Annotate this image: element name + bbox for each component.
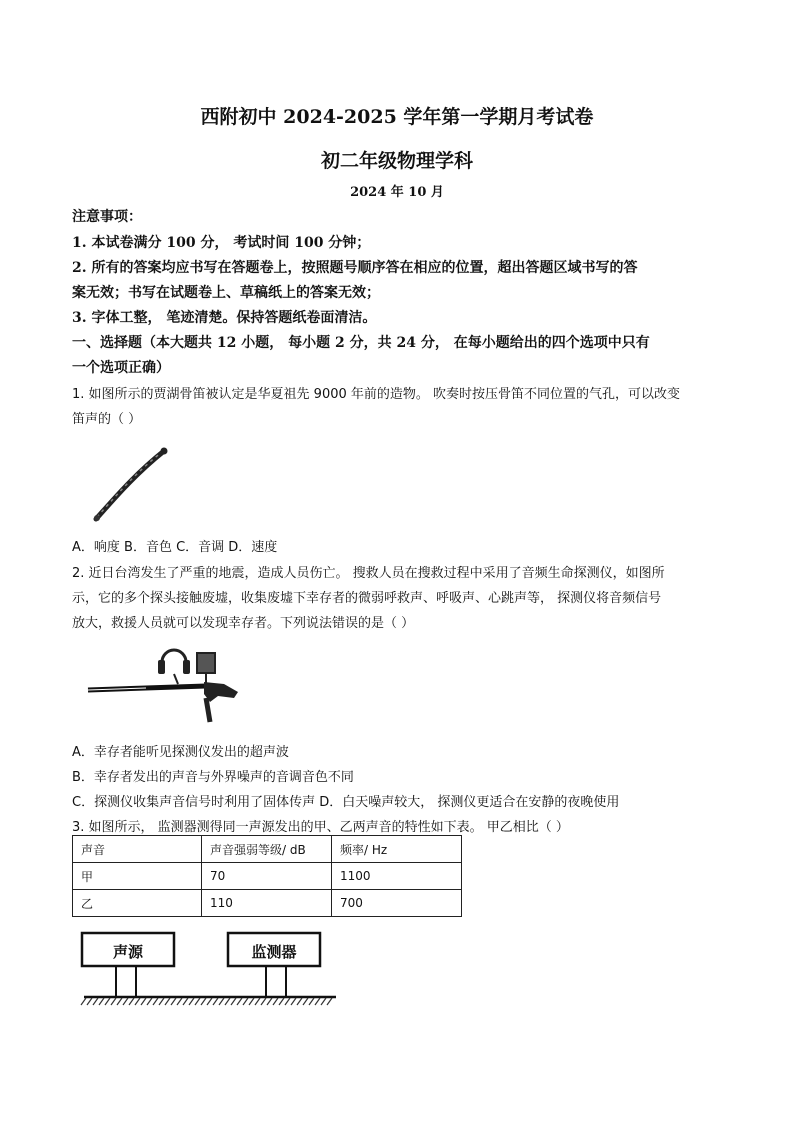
q1-options: A．响度 B．音色 C．音调 D．速度: [72, 540, 278, 555]
q2-stem-line3: 放大，救援人员就可以发现幸存者。下列说法错误的是（ ）: [72, 616, 415, 631]
q1-stem-line1: 1. 如图所示的贾湖骨笛被认定是华夏祖先 9000 年前的造物。 吹奏时按压骨笛不同位置的气孔，可以改变: [72, 387, 681, 402]
table-cell: 乙: [73, 890, 202, 917]
bone-flute-image: [90, 445, 174, 527]
note-item-3: 3. 字体工整， 笔迹清楚。保持答题纸卷面清洁。: [72, 310, 377, 326]
sound-properties-table: [72, 835, 462, 917]
q1-stem-line2: 笛声的（ ）: [72, 412, 142, 427]
section-heading-line1: 一、选择题（本大题共 12 小题， 每小题 2 分，共 24 分， 在每小题给出的四个选项中只有: [72, 335, 650, 351]
source-monitor-diagram: [80, 930, 340, 1008]
table-row: [73, 863, 462, 890]
notes-heading: 注意事项：: [72, 209, 142, 225]
q3-stem: 3. 如图所示， 监测器测得同一声源发出的甲、乙两声音的特性如下表。 甲乙相比（ ）: [72, 820, 569, 835]
table-header-cell: 声音强弱等级/ dB: [202, 836, 332, 863]
q2-option-a: A．幸存者能听见探测仪发出的超声波: [72, 745, 289, 760]
table-header-row: [73, 836, 462, 863]
table-cell: 70: [202, 863, 332, 890]
table-cell: 110: [202, 890, 332, 917]
q2-option-cd: C．探测仪收集声音信号时利用了固体传声 D．白天噪声较大， 探测仪更适合在安静的夜晚使用: [72, 795, 620, 810]
source-label: 声源: [112, 943, 144, 961]
note-item-2-line1: 2. 所有的答案均应书写在答题卷上，按照题号顺序答在相应的位置，超出答题区域书写的答: [72, 260, 638, 276]
table-header-cell: 声音: [73, 836, 202, 863]
exam-subtitle: 初二年级物理学科: [320, 150, 473, 172]
table-cell: 700: [332, 890, 462, 917]
note-item-1: 1. 本试卷满分 100 分， 考试时间 100 分钟；: [72, 235, 371, 251]
table-row: [73, 890, 462, 917]
monitor-label: 监测器: [251, 943, 297, 961]
q2-stem-line1: 2. 近日台湾发生了严重的地震，造成人员伤亡。 搜救人员在搜救过程中采用了音频生命探测仪，如图所: [72, 566, 665, 581]
exam-date: 2024 年 10 月: [350, 185, 444, 200]
section-heading-line2: 一个选项正确）: [72, 360, 170, 376]
table-cell: 甲: [73, 863, 202, 890]
note-item-2-line2: 案无效；书写在试题卷上、草稿纸上的答案无效；: [72, 285, 380, 301]
q2-stem-line2: 示，它的多个探头接触废墟，收集废墟下幸存者的微弱呼救声、呼吸声、心跳声等， 探测仪将音频信号: [72, 591, 662, 606]
table-header-cell: 频率/ Hz: [332, 836, 462, 863]
table-cell: 1100: [332, 863, 462, 890]
q2-option-b: B．幸存者发出的声音与外界噪声的音调音色不同: [72, 770, 354, 785]
life-detector-image: [86, 646, 246, 726]
exam-title: 西附初中 2024-2025 学年第一学期月考试卷: [200, 106, 594, 128]
